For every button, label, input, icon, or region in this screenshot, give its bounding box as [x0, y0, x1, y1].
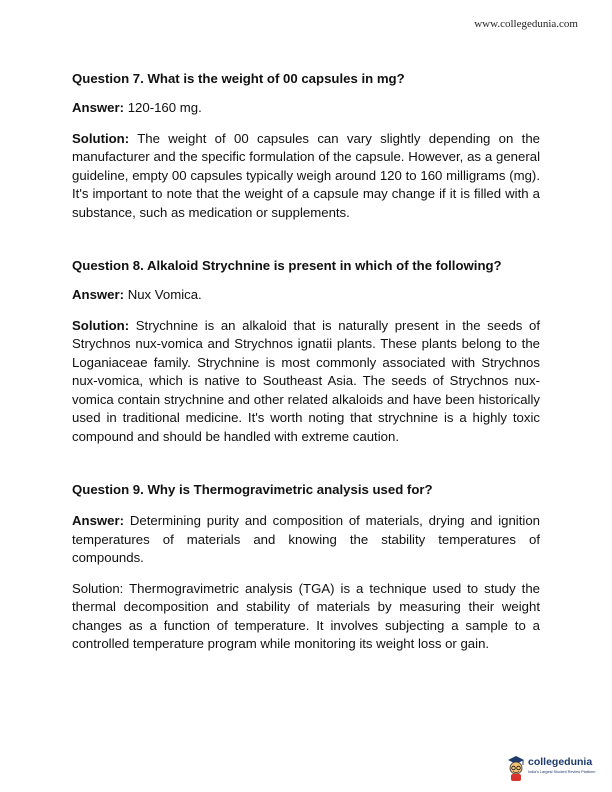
logo-tagline: India's Largest Student Review Platform: [528, 770, 596, 774]
qa-content: [72, 70, 540, 654]
answer-text: Determining purity and composition of materials, drying and ignition temperatures of materials and knowing the stability temperatures of compounds.: [72, 513, 540, 565]
answer-label: Answer:: [72, 513, 125, 528]
logo-brand: collegedunia: [528, 756, 593, 768]
solution-label: Solution:: [72, 130, 130, 146]
solution-label: Solution:: [72, 317, 130, 333]
question-8-title: Question 8. Alkaloid Strychnine is present in which of the following?: [72, 258, 502, 273]
question-7-answer: [72, 99, 540, 118]
question-8-solution: [72, 317, 540, 447]
answer-label: Answer:: [72, 287, 125, 302]
answer-text: 120-160 mg.: [124, 100, 202, 115]
solution-text: Strychnine is an alkaloid that is naturally present in the seeds of Strychnos nux-vomica and Strychnos ignatii plants. These plants belong to the Loganiaceae family. Strychnine is most commonly associated with Strychnos nux-vomica, which is native to Southeast Asia. The seeds of Strychnos nux-vomica contain strychnine and other related alkaloids and have been historically used in traditional medicine. It's worth noting that strychnine is a highly toxic compound and should be handled with extreme caution.: [72, 317, 540, 444]
question-7-solution: [72, 130, 540, 223]
answer-text: Nux Vomica.: [124, 287, 202, 302]
solution-text: The weight of 00 capsules can vary slightly depending on the manufacturer and the specific formulation of the capsule. However, as a general guideline, empty 00 capsules typically weigh around 120 to 160 milligrams (mg). It's important to note that the weight of a capsule may change if it is filled with a substance, such as medication or supplements.: [72, 130, 540, 220]
answer-label: Answer:: [72, 100, 125, 115]
collegedunia-logo: [506, 754, 600, 784]
question-9-answer: [72, 512, 540, 568]
question-9-solution: Solution: Thermogravimetric analysis (TGA) is a technique used to study the thermal decomposition and stability of materials by measuring their weight changes as a function of temperature. It involves subjecting a sample to a controlled temperature program while monitoring its weight loss or gain.: [72, 580, 540, 651]
question-9-title: Question 9. Why is Thermogravimetric analysis used for?: [72, 482, 433, 497]
mascot-icon: [506, 754, 526, 782]
question-7-title: Question 7. What is the weight of 00 capsules in mg?: [72, 71, 405, 86]
header-url[interactable]: www.collegedunia.com: [474, 18, 578, 30]
question-8-answer: [72, 286, 540, 305]
